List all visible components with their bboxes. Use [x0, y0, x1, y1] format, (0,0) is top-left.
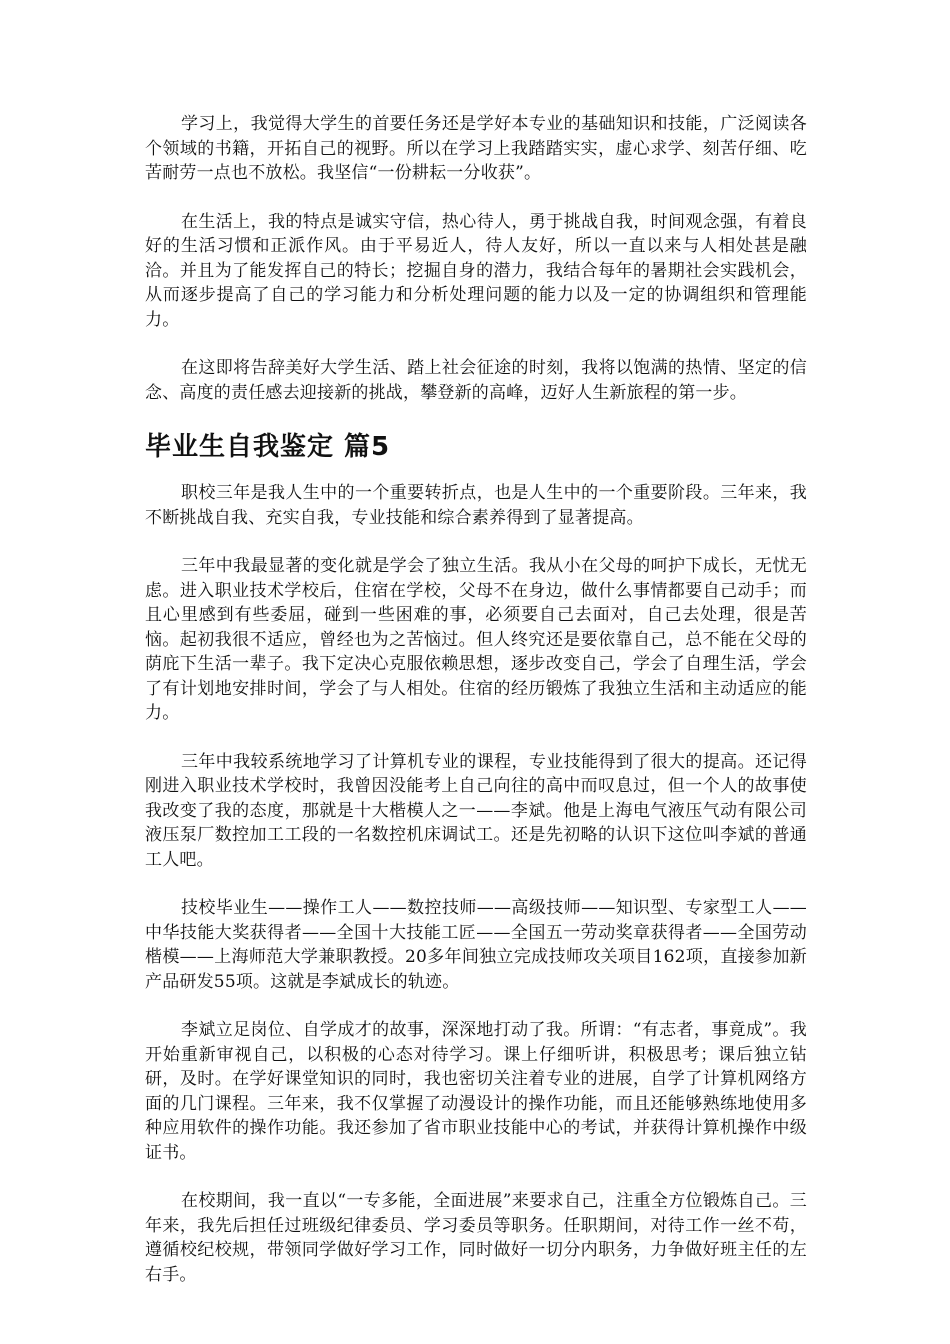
paragraph: 三年中我最显著的变化就是学会了独立生活。我从小在父母的呵护下成长，无忧无虑。进入职业技术学校后，住宿在学校，父母不在身边，做什么事情都要自己动手；而且心里感到有些委屈，碰到一些困难的事，必须要自己去面对，自己去处理，很是苦恼。起初我很不适应，曾经也为之苦恼过。但人终究还是要依靠自己，总不能在父母的荫庇下生活一辈子。我下定决心克服依赖思想，逐步改变自己，学会了自理生活，学会了有计划地安排时间，学会了与人相处。住宿的经历锻炼了我独立生活和主动适应的能力。 — [145, 556, 807, 723]
paragraph: 三年中我较系统地学习了计算机专业的课程，专业技能得到了很大的提高。还记得刚进入职业技术学校时，我曾因没能考上自己向往的高中而叹息过，但一个人的故事使我改变了我的态度，那就是十大楷模人之一——李斌。他是上海电气液压气动有限公司液压泵厂数控加工工段的一名数控机床调试工。还是先初略的认识下这位叫李斌的普通工人吧。 — [145, 751, 807, 870]
paragraph: 在校期间，我一直以“一专多能，全面进展”来要求自己，注重全方位锻炼自己。三年来，我先后担任过班级纪律委员、学习委员等职务。任职期间，对待工作一丝不苟，遵循校纪校规，带领同学做好学习工作，同时做好一切分内职务，力争做好班主任的左右手。 — [145, 1191, 807, 1285]
document-body — [145, 112, 807, 1311]
paragraph: 在生活上，我的特点是诚实守信，热心待人，勇于挑战自我，时间观念强，有着良好的生活习惯和正派作风。由于平易近人，待人友好，所以一直以来与人相处甚是融洽。并且为了能发挥自己的特长；挖掘自身的潜力，我结合每年的暑期社会实践机会，从而逐步提高了自己的学习能力和分析处理问题的能力以及一定的协调组织和管理能力。 — [145, 211, 807, 330]
paragraph: 职校三年是我人生中的一个重要转折点，也是人生中的一个重要阶段。三年来，我不断挑战自我、充实自我，专业技能和综合素养得到了显著提高。 — [145, 483, 807, 528]
paragraph: 学习上，我觉得大学生的首要任务还是学好本专业的基础知识和技能，广泛阅读各个领域的书籍，开拓自己的视野。所以在学习上我踏踏实实，虚心求学、刻苦仔细、吃苦耐劳一点也不放松。我坚信“一份耕耘一分收获”。 — [145, 114, 807, 183]
paragraph: 在这即将告辞美好大学生活、踏上社会征途的时刻，我将以饱满的热情、坚定的信念、高度的责任感去迎接新的挑战，攀登新的高峰，迈好人生新旅程的第一步。 — [145, 358, 807, 403]
paragraph: 李斌立足岗位、自学成才的故事，深深地打动了我。所谓：“有志者，事竟成”。我开始重新审视自己，以积极的心态对待学习。课上仔细听讲，积极思考；课后独立钻研，及时。在学好课堂知识的同时，我也密切关注着专业的进展，自学了计算机网络方面的几门课程。三年来，我不仅掌握了动漫设计的操作功能，而且还能够熟练地使用多种应用软件的操作功能。我还参加了省市职业技能中心的考试，并获得计算机操作中级证书。 — [145, 1020, 807, 1163]
section-heading: 毕业生自我鉴定 篇5 — [145, 432, 391, 462]
paragraph: 技校毕业生——操作工人——数控技师——高级技师——知识型、专家型工人——中华技能大奖获得者——全国十大技能工匠——全国五一劳动奖章获得者——全国劳动楷模——上海师范大学兼职教授。20多年间独立完成技师攻关项目162项，直接参加新产品研发55项。这就是李斌成长的轨迹。 — [145, 898, 807, 992]
